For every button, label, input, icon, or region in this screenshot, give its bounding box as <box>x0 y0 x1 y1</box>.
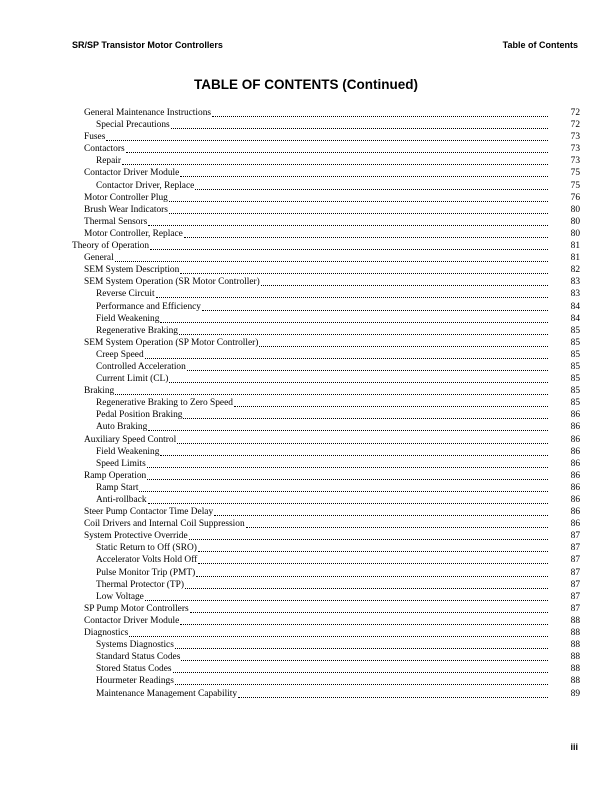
toc-entry[interactable] <box>72 192 580 204</box>
toc-entry[interactable] <box>72 264 580 276</box>
toc-entry[interactable] <box>72 603 580 615</box>
toc-entry-page: 87 <box>570 603 580 614</box>
toc-entry[interactable] <box>72 434 580 446</box>
toc-entry-label: Standard Status Codes <box>96 652 181 663</box>
toc-entry-page: 85 <box>570 374 580 385</box>
toc-entry[interactable] <box>72 216 580 228</box>
toc-entry-label: Maintenance Management Capability <box>96 688 238 699</box>
toc-entry-row <box>96 421 553 433</box>
toc-entry-row <box>96 567 553 579</box>
toc-entry-label: Contactor Driver Module <box>84 615 180 626</box>
dot-leader <box>212 107 548 117</box>
toc-entry-label: SEM System Operation (SR Motor Controller) <box>84 277 260 288</box>
toc-entry-page: 89 <box>570 688 580 699</box>
toc-entry[interactable] <box>72 349 580 361</box>
dot-leader <box>169 192 548 202</box>
toc-entry-label: Stored Status Codes <box>96 664 172 675</box>
toc-entry-row <box>84 337 553 349</box>
toc-entry-label: Auxiliary Speed Control <box>84 434 177 445</box>
toc-entry-row <box>84 603 553 615</box>
toc-entry-row <box>84 530 553 542</box>
toc-entry-page: 80 <box>570 228 580 239</box>
toc-entry[interactable] <box>72 409 580 421</box>
toc-entry-page: 83 <box>570 277 580 288</box>
toc-entry-label: General Maintenance Instructions <box>84 108 212 118</box>
dot-leader <box>129 627 548 637</box>
toc-entry-page: 85 <box>570 325 580 336</box>
toc-entry-label: Anti-rollback <box>96 495 147 505</box>
dot-leader <box>195 180 548 190</box>
toc-entry[interactable] <box>72 554 580 566</box>
dot-leader <box>150 240 548 250</box>
dot-leader <box>160 446 548 456</box>
toc-entry-row <box>96 409 553 421</box>
toc-entry[interactable] <box>72 288 580 300</box>
toc-entry[interactable] <box>72 446 580 458</box>
toc-entry-row <box>96 482 553 494</box>
dot-leader <box>259 337 548 347</box>
toc-entry-label: Static Return to Off (SRO) <box>96 543 197 554</box>
toc-entry-row <box>96 579 553 591</box>
toc-entry-row <box>96 325 553 337</box>
toc-entry-page: 81 <box>570 241 580 252</box>
toc-entry-page: 80 <box>570 216 580 227</box>
toc-entry-row <box>96 446 553 458</box>
toc-entry-page: 86 <box>570 507 580 518</box>
dot-leader <box>169 204 548 214</box>
toc-entry-row <box>84 204 553 216</box>
page-number: iii <box>570 742 578 752</box>
toc-entry-label: Accelerator Volts Hold Off <box>96 555 198 566</box>
toc-entry-label: Fuses <box>84 132 106 143</box>
toc-entry-row <box>96 288 553 300</box>
toc-entry-row <box>84 627 553 639</box>
toc-entry-label: Ramp Operation <box>84 470 147 481</box>
toc-entry-row <box>72 240 553 252</box>
toc-entry-label: Motor Controller, Replace <box>84 228 183 239</box>
toc-entry-page: 87 <box>570 555 580 566</box>
dot-leader <box>189 530 548 540</box>
dot-leader <box>160 313 548 323</box>
toc-entry-label: SP Pump Motor Controllers <box>84 603 189 614</box>
toc-entry[interactable] <box>72 530 580 542</box>
toc-entry-label: Controlled Acceleration <box>96 361 186 372</box>
toc-entry[interactable] <box>72 313 580 325</box>
toc-entry-page: 86 <box>570 470 580 481</box>
dot-leader <box>198 542 548 552</box>
toc-entry-label: Steer Pump Contactor Time Delay <box>84 507 214 518</box>
toc-entry-page: 88 <box>570 652 580 663</box>
toc-entry-row <box>84 167 553 179</box>
dot-leader <box>139 482 548 492</box>
dot-leader <box>234 397 548 407</box>
dot-leader <box>175 675 548 685</box>
toc-entry-page: 75 <box>570 168 580 179</box>
toc-entry[interactable] <box>72 361 580 373</box>
dot-leader <box>147 458 548 468</box>
toc-entry-row <box>96 591 553 603</box>
toc-entry[interactable] <box>72 373 580 385</box>
toc-entry-label: Braking <box>84 386 115 397</box>
toc-entry-row <box>96 301 553 313</box>
toc-entry[interactable] <box>72 240 580 252</box>
toc-entry-page: 85 <box>570 398 580 409</box>
toc-entry-page: 87 <box>570 531 580 542</box>
toc-entry-label: Repair <box>96 156 121 167</box>
toc-entry[interactable] <box>72 167 580 179</box>
toc-entry-label: Regenerative Braking <box>96 325 178 336</box>
toc-entry[interactable] <box>72 482 580 494</box>
toc-entry[interactable] <box>72 639 580 651</box>
toc-entry-row <box>84 264 553 276</box>
toc-entry-row <box>96 180 553 192</box>
dot-leader <box>184 228 548 238</box>
dot-leader <box>190 603 548 613</box>
toc-entry-page: 88 <box>570 640 580 651</box>
toc-entry-page: 86 <box>570 458 580 469</box>
toc-entry-page: 88 <box>570 676 580 687</box>
toc-entry[interactable] <box>72 337 580 349</box>
toc-entry[interactable] <box>72 228 580 240</box>
toc-entry-label: Theory of Operation <box>72 241 150 252</box>
toc-entry-label: Performance and Efficiency <box>96 301 201 312</box>
toc-entry-label: Field Weakening <box>96 446 160 457</box>
toc-entry-label: SEM System Operation (SP Motor Controller) <box>84 337 259 348</box>
dot-leader <box>185 579 548 589</box>
toc-entry-page: 83 <box>570 289 580 300</box>
toc-entry-label: Field Weakening <box>96 313 160 324</box>
toc-entry-label: Special Precautions <box>96 120 170 131</box>
dot-leader <box>171 119 548 129</box>
toc-entry-row <box>84 143 553 155</box>
toc-entry-page: 86 <box>570 482 580 493</box>
toc-entry-row <box>96 361 553 373</box>
dot-leader <box>169 373 548 383</box>
toc-entry-page: 76 <box>570 192 580 203</box>
toc-entry[interactable] <box>72 155 580 167</box>
toc-entry[interactable] <box>72 663 580 675</box>
toc-entry-row <box>84 107 553 119</box>
dot-leader <box>115 385 548 395</box>
toc-entry-page: 84 <box>570 313 580 324</box>
toc-entry[interactable] <box>72 675 580 687</box>
dot-leader <box>148 421 548 431</box>
toc-entry[interactable] <box>72 615 580 627</box>
toc-entry-page: 86 <box>570 410 580 421</box>
toc-entry-label: Thermal Sensors <box>84 216 148 227</box>
toc-entry-page: 73 <box>570 132 580 143</box>
dot-leader <box>238 688 548 698</box>
toc-entry-label: System Protective Override <box>84 531 188 542</box>
toc-entry-page: 85 <box>570 337 580 348</box>
dot-leader <box>173 663 548 673</box>
dot-leader <box>180 264 548 274</box>
toc-entry-row <box>96 554 553 566</box>
toc-entry[interactable] <box>72 627 580 639</box>
toc-entry-label: Contactors <box>84 144 125 155</box>
dot-leader <box>246 518 548 528</box>
toc-entry-label: Low Voltage <box>96 591 144 602</box>
toc-entry-label: Contactor Driver, Replace <box>96 180 195 191</box>
running-header-right: Table of Contents <box>502 40 578 50</box>
table-of-contents <box>72 107 580 700</box>
toc-entry-label: Ramp Start <box>96 482 139 493</box>
toc-entry-page: 82 <box>570 265 580 276</box>
dot-leader <box>261 276 548 286</box>
toc-entry-page: 87 <box>570 543 580 554</box>
toc-entry[interactable] <box>72 506 580 518</box>
toc-entry-page: 86 <box>570 446 580 457</box>
toc-entry-row <box>84 276 553 288</box>
toc-entry-row <box>84 434 553 446</box>
toc-entry-row <box>84 506 553 518</box>
toc-entry[interactable] <box>72 276 580 288</box>
dot-leader <box>148 494 548 504</box>
dot-leader <box>106 131 548 141</box>
toc-entry-label: Current Limit (CL) <box>96 374 169 385</box>
dot-leader <box>202 301 548 311</box>
toc-entry-row <box>96 313 553 325</box>
toc-entry-page: 87 <box>570 579 580 590</box>
toc-entry-label: Auto Braking <box>96 422 148 433</box>
toc-entry[interactable] <box>72 107 580 119</box>
dot-leader <box>177 434 548 444</box>
toc-entry-page: 85 <box>570 349 580 360</box>
toc-entry-label: SEM System Description <box>84 265 180 276</box>
toc-entry-page: 87 <box>570 567 580 578</box>
toc-entry-page: 84 <box>570 301 580 312</box>
toc-entry-label: Hourmeter Readings <box>96 676 174 687</box>
dot-leader <box>179 325 548 335</box>
toc-entry[interactable] <box>72 458 580 470</box>
dot-leader <box>180 167 548 177</box>
toc-entry-row <box>96 494 553 506</box>
dot-leader <box>156 288 548 298</box>
toc-entry-page: 88 <box>570 615 580 626</box>
toc-entry-page: 81 <box>570 253 580 264</box>
toc-entry-row <box>84 228 553 240</box>
toc-entry-row <box>96 373 553 385</box>
toc-entry-page: 73 <box>570 156 580 167</box>
page-title: TABLE OF CONTENTS (Continued) <box>194 77 418 92</box>
toc-entry-row <box>96 675 553 687</box>
toc-entry[interactable] <box>72 494 580 506</box>
toc-entry[interactable] <box>72 567 580 579</box>
toc-entry-label: Brush Wear Indicators <box>84 204 168 215</box>
toc-entry-label: Coil Drivers and Internal Coil Suppression <box>84 519 245 530</box>
toc-entry-row <box>96 349 553 361</box>
toc-entry-row <box>96 155 553 167</box>
dot-leader <box>145 591 548 601</box>
running-header-left: SR/SP Transistor Motor Controllers <box>72 40 223 50</box>
toc-entry-row <box>96 119 553 131</box>
toc-entry-row <box>84 252 553 264</box>
toc-entry-row <box>96 639 553 651</box>
dot-leader <box>148 216 548 226</box>
toc-entry-page: 86 <box>570 434 580 445</box>
dot-leader <box>187 361 548 371</box>
toc-entry[interactable] <box>72 542 580 554</box>
dot-leader <box>175 639 548 649</box>
toc-entry-label: Thermal Protector (TP) <box>96 579 184 590</box>
toc-entry[interactable] <box>72 591 580 603</box>
toc-entry-page: 86 <box>570 495 580 505</box>
toc-entry[interactable] <box>72 518 580 530</box>
toc-entry-label: Pedal Position Braking <box>96 410 183 421</box>
dot-leader <box>196 567 548 577</box>
toc-entry-label: Pulse Monitor Trip (PMT) <box>96 567 196 578</box>
toc-entry-label: General <box>84 253 114 264</box>
dot-leader <box>214 506 548 516</box>
toc-entry-page: 85 <box>570 361 580 372</box>
toc-entry-row <box>96 397 553 409</box>
toc-entry[interactable] <box>72 325 580 337</box>
toc-entry[interactable] <box>72 579 580 591</box>
dot-leader <box>183 409 548 419</box>
toc-entry[interactable] <box>72 385 580 397</box>
toc-entry[interactable] <box>72 252 580 264</box>
toc-entry-page: 85 <box>570 386 580 397</box>
toc-entry-label: Motor Controller Plug <box>84 192 168 203</box>
toc-entry[interactable] <box>72 180 580 192</box>
toc-entry-row <box>84 192 553 204</box>
toc-entry[interactable] <box>72 143 580 155</box>
toc-entry-label: Diagnostics <box>84 628 129 639</box>
toc-entry-label: Systems Diagnostics <box>96 640 174 651</box>
dot-leader <box>145 349 548 359</box>
toc-entry-page: 72 <box>570 108 580 118</box>
toc-entry-page: 72 <box>570 120 580 131</box>
toc-entry-label: Speed Limits <box>96 458 146 469</box>
dot-leader <box>126 143 548 153</box>
toc-entry-label: Regenerative Braking to Zero Speed <box>96 398 233 409</box>
toc-entry-label: Contactor Driver Module <box>84 168 180 179</box>
toc-entry-page: 75 <box>570 180 580 191</box>
toc-entry-row <box>84 385 553 397</box>
dot-leader <box>180 615 548 625</box>
dot-leader <box>115 252 548 262</box>
toc-entry-label: Reverse Circuit <box>96 289 155 300</box>
toc-entry-row <box>96 688 553 700</box>
toc-entry[interactable] <box>72 301 580 313</box>
dot-leader <box>147 470 548 480</box>
toc-entry-page: 80 <box>570 204 580 215</box>
toc-entry-row <box>84 615 553 627</box>
toc-entry[interactable] <box>72 421 580 433</box>
toc-entry-row <box>84 216 553 228</box>
toc-entry-row <box>84 518 553 530</box>
toc-entry-row <box>96 651 553 663</box>
toc-entry-row <box>96 458 553 470</box>
toc-entry-page: 86 <box>570 422 580 433</box>
toc-entry-page: 87 <box>570 591 580 602</box>
toc-entry[interactable] <box>72 651 580 663</box>
toc-entry-page: 88 <box>570 664 580 675</box>
toc-entry[interactable] <box>72 119 580 131</box>
toc-entry-label: Creep Speed <box>96 349 144 360</box>
toc-entry-page: 86 <box>570 519 580 530</box>
dot-leader <box>198 554 548 564</box>
toc-entry[interactable] <box>72 397 580 409</box>
toc-entry[interactable] <box>72 131 580 143</box>
dot-leader <box>122 155 548 165</box>
toc-entry[interactable] <box>72 688 580 700</box>
toc-entry-row <box>84 131 553 143</box>
toc-entry[interactable] <box>72 204 580 216</box>
toc-entry-row <box>96 542 553 554</box>
toc-entry-page: 88 <box>570 628 580 639</box>
dot-leader <box>181 651 548 661</box>
toc-entry-page: 73 <box>570 144 580 155</box>
toc-entry[interactable] <box>72 470 580 482</box>
toc-entry-row <box>96 663 553 675</box>
toc-entry-row <box>84 470 553 482</box>
